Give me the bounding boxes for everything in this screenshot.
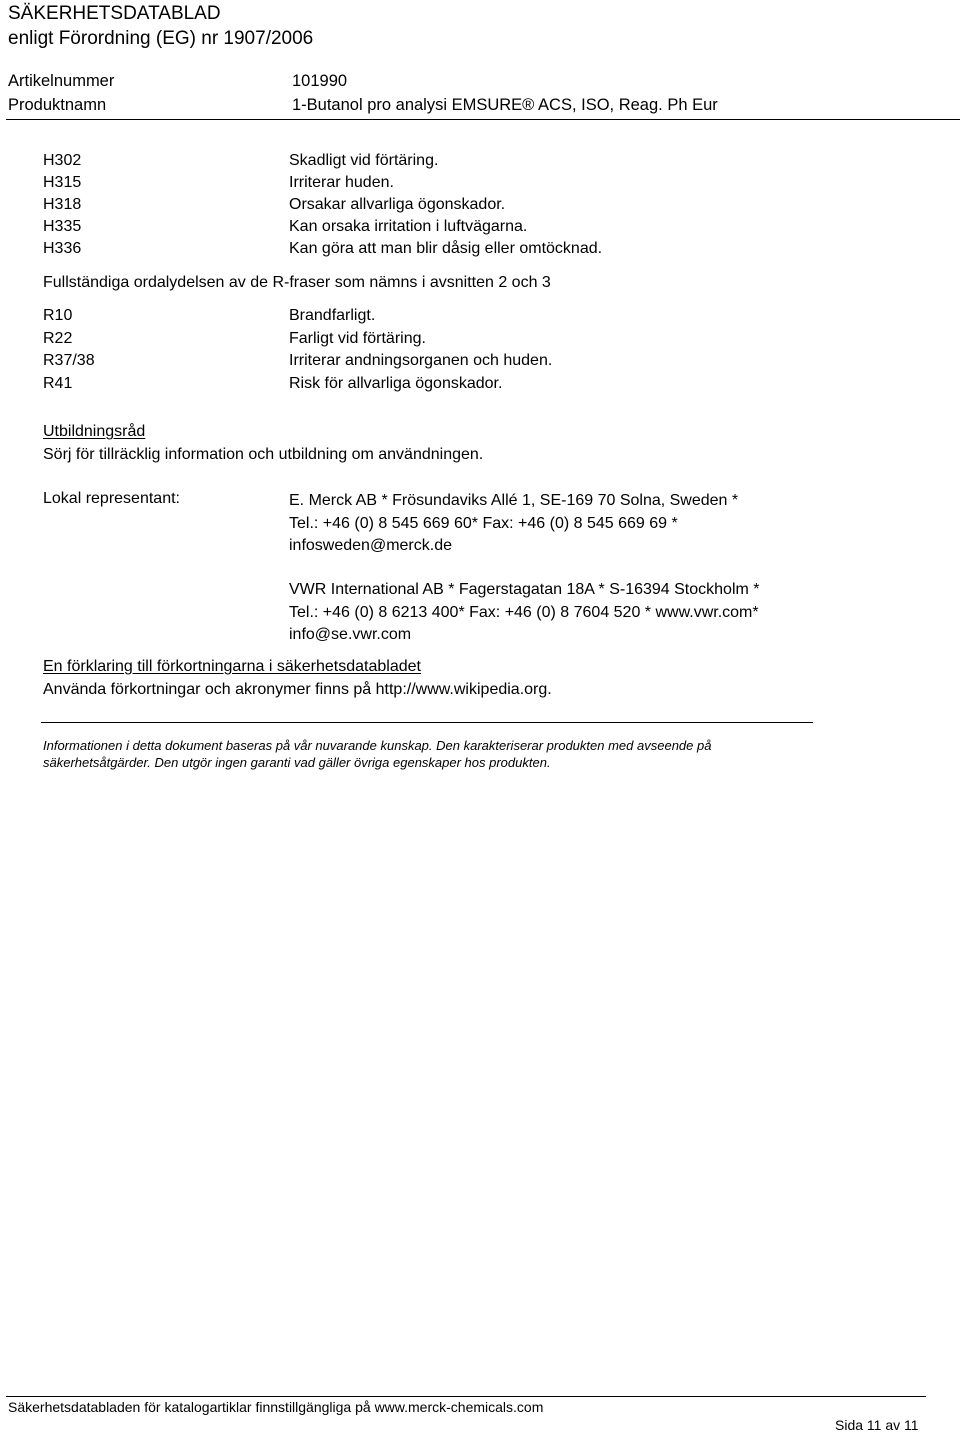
h-code: H302 [43, 152, 82, 169]
disclaimer-line: säkerhetsåtgärder. Den utgör ingen garanti vad gäller övriga egenskaper hos produkten. [43, 755, 551, 770]
regulation-subtitle: enligt Förordning (EG) nr 1907/2006 [8, 28, 314, 49]
r-code: R37/38 [43, 352, 95, 369]
disclaimer-text [43, 737, 711, 771]
merck-address: E. Merck AB * Frösundaviks Allé 1, SE-169 70 Solna, Sweden * [289, 492, 739, 509]
r-phrases-heading: Fullständiga ordalydelsen av de R-fraser som nämns i avsnitten 2 och 3 [43, 274, 551, 291]
h-text: Kan göra att man blir dåsig eller omtöcknad. [289, 240, 603, 257]
training-text: Sörj för tillräcklig information och utbildning om användningen. [43, 446, 484, 463]
h-text: Orsakar allvarliga ögonskador. [289, 196, 506, 213]
r-text: Farligt vid förtäring. [289, 330, 426, 347]
h-text: Skadligt vid förtäring. [289, 152, 439, 169]
merck-email: infosweden@merck.de [289, 537, 452, 554]
r-text: Risk för allvarliga ögonskador. [289, 375, 503, 392]
r-text: Irriterar andningsorganen och huden. [289, 352, 553, 369]
h-text: Irriterar huden. [289, 174, 394, 191]
disclaimer-line: Informationen i detta dokument baseras på vår nuvarande kunskap. Den karakteriserar produkten med avseende på [43, 738, 712, 753]
r-code: R41 [43, 375, 73, 392]
h-code: H315 [43, 174, 82, 191]
product-name-value: 1-Butanol pro analysi EMSURE® ACS, ISO, Reag. Ph Eur [292, 96, 718, 114]
vwr-email: info@se.vwr.com [289, 626, 412, 643]
representative-label: Lokal representant: [43, 490, 180, 507]
merck-contact [289, 490, 738, 558]
h-text: Kan orsaka irritation i luftvägarna. [289, 218, 528, 235]
footer-divider [6, 1396, 926, 1397]
h-code: H336 [43, 240, 82, 257]
page-number: Sida 11 av 11 [835, 1417, 919, 1433]
vwr-contact [289, 579, 760, 647]
h-code: H335 [43, 218, 82, 235]
r-code: R22 [43, 330, 73, 347]
h-code: H318 [43, 196, 82, 213]
merck-phone-fax: Tel.: +46 (0) 8 545 669 60* Fax: +46 (0) 8 545 669 69 * [289, 514, 678, 532]
article-number-label: Artikelnummer [8, 72, 115, 90]
disclaimer-divider [41, 722, 813, 723]
vwr-phone-fax: Tel.: +46 (0) 8 6213 400* Fax: +46 (0) 8 7604 520 * www.vwr.com* [289, 603, 759, 621]
abbreviations-heading: En förklaring till förkortningarna i säkerhetsdatabladet [43, 658, 421, 675]
header-divider [6, 119, 960, 120]
product-name-label: Produktnamn [8, 96, 107, 114]
abbreviations-text: Använda förkortningar och akronymer finns på http://www.wikipedia.org. [43, 681, 552, 698]
training-heading: Utbildningsråd [43, 423, 146, 440]
article-number-value: 101990 [292, 72, 348, 90]
r-code: R10 [43, 307, 73, 324]
document-title: SÄKERHETSDATABLAD [8, 3, 221, 24]
footer-availability-text: Säkerhetsdatabladen för katalogartiklar finnstillgängliga på www.merck-chemicals.com [8, 1399, 544, 1415]
vwr-address: VWR International AB * Fagerstagatan 18A * S-16394 Stockholm * [289, 581, 760, 598]
r-text: Brandfarligt. [289, 307, 376, 324]
